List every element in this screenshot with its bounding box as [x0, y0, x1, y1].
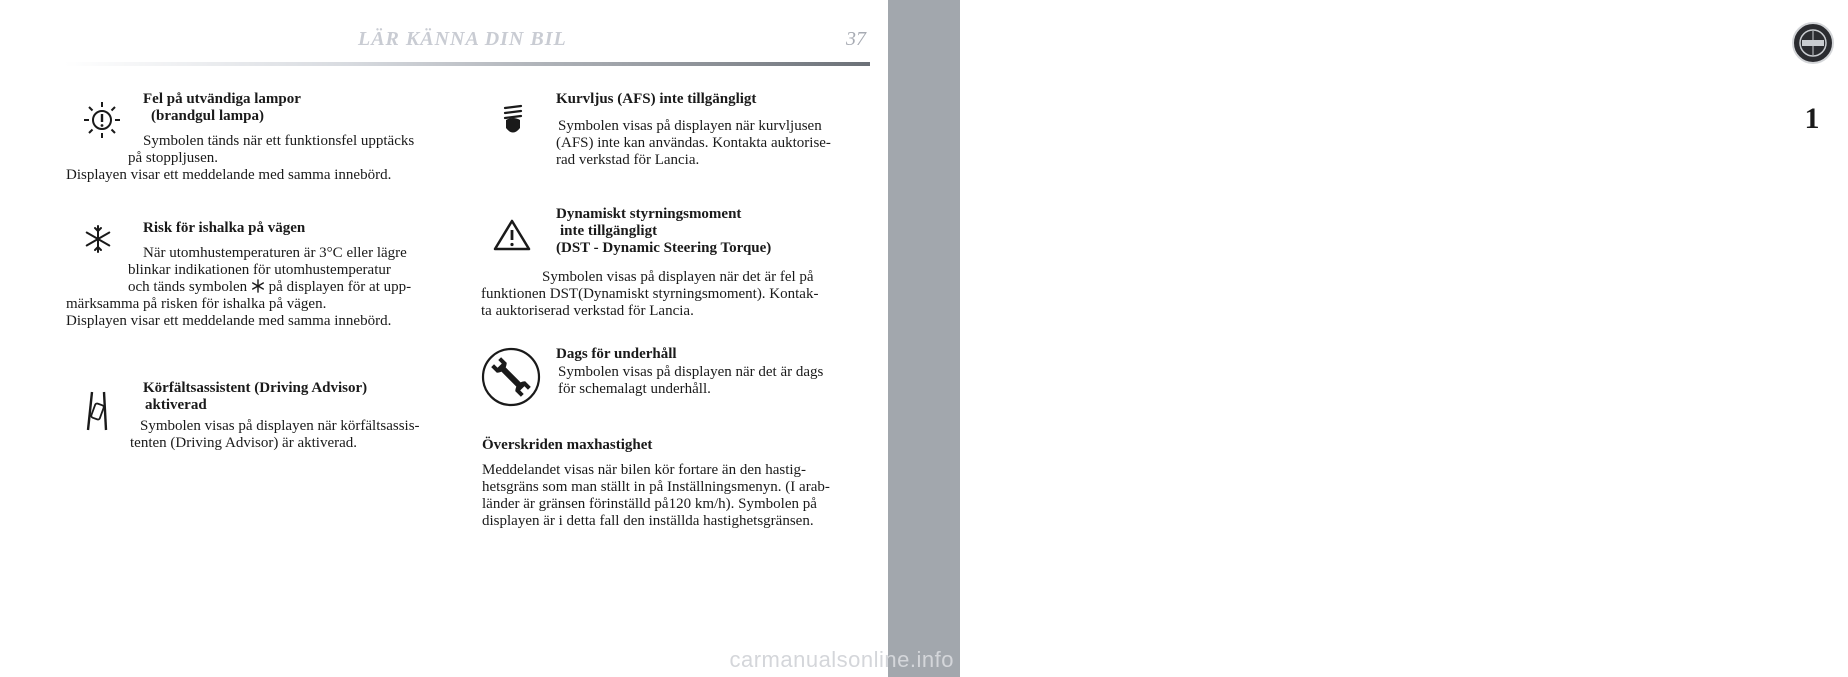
lane-heading-1: Körfältsassistent (Driving Advisor) [143, 380, 368, 396]
lane-text-1: Symbolen visas på displayen när körfältsassis- [140, 418, 420, 434]
lane-text-2: tenten (Driving Advisor) är aktiverad. [130, 435, 358, 451]
inline-snowflake-icon [251, 279, 265, 293]
ice-text-1: När utomhustemperaturen är 3°C eller lägre [143, 245, 407, 261]
ice-text-3b: på displayen för at upp- [268, 279, 412, 295]
lane-assist-icon [86, 390, 108, 432]
afs-text-2: (AFS) inte kan användas. Kontakta auktorise- [556, 135, 831, 151]
page-header [0, 0, 960, 70]
lane-heading-2: aktiverad [145, 397, 207, 413]
ice-text-4: märksamma på risken för ishalka på vägen. [66, 296, 327, 312]
chapter-number: 1 [1804, 102, 1820, 135]
lamp-text-3: Displayen visar ett meddelande med samma innebörd. [66, 167, 392, 183]
speed-text-4: displayen är i detta fall den inställda hastighetsgränsen. [482, 513, 814, 529]
afs-heading: Kurvljus (AFS) inte tillgängligt [556, 91, 757, 107]
speed-text-3: länder är gränsen förinställd på120 km/h). Symbolen på [482, 496, 817, 512]
exterior-lamp-fault-icon [82, 100, 122, 140]
ice-text-5: Displayen visar ett meddelande med samma innebörd. [66, 313, 392, 329]
speed-heading: Överskriden maxhastighet [482, 437, 653, 453]
dst-heading-1: Dynamiskt styrningsmoment [556, 206, 742, 222]
lamp-heading-1: Fel på utvändiga lampor [143, 91, 301, 107]
snowflake-icon [83, 224, 113, 254]
ice-heading: Risk för ishalka på vägen [143, 220, 306, 236]
dst-text-2: funktionen DST(Dynamiskt styrningsmoment). Kontak- [481, 286, 819, 302]
chapter-side-tab [888, 0, 1820, 677]
wrench-icon [480, 346, 542, 408]
watermark: carmanualsonline.info [729, 647, 954, 672]
service-text-2: för schemalagt underhåll. [558, 381, 711, 397]
lamp-text-1: Symbolen tänds när ett funktionsfel upptäcks [143, 133, 415, 149]
afs-headlight-icon [502, 104, 524, 138]
afs-text-3: rad verkstad för Lancia. [556, 152, 700, 168]
dst-heading-3: (DST - Dynamic Steering Torque) [556, 240, 772, 256]
dst-text-3: ta auktoriserad verkstad för Lancia. [481, 303, 694, 319]
dst-heading-2: inte tillgängligt [560, 223, 658, 239]
header-title: LÄR KÄNNA DIN BIL [358, 28, 567, 50]
chapter-box [1776, 96, 1848, 146]
service-text-1: Symbolen visas på displayen när det är dags [558, 364, 824, 380]
lamp-text-2: på stoppljusen. [128, 150, 218, 166]
header-rule [64, 62, 870, 66]
afs-text-1: Symbolen visas på displayen när kurvljusen [558, 118, 822, 134]
ice-text-3 [128, 279, 411, 296]
page-number: 37 [846, 28, 866, 50]
speed-text-1: Meddelandet visas när bilen kör fortare än den hastig- [482, 462, 807, 478]
ice-text-2: blinkar indikationen för utomhustemperatur [128, 262, 391, 278]
dst-text-1: Symbolen visas på displayen när det är fel på [542, 269, 814, 285]
service-heading: Dags för underhåll [556, 346, 677, 362]
ice-text-3a: och tänds symbolen [128, 279, 248, 295]
lamp-heading-2: (brandgul lampa) [151, 108, 264, 124]
speed-text-2: hetsgräns som man ställt in på Inställningsmenyn. (I arab- [482, 479, 830, 495]
lancia-logo [1792, 22, 1834, 64]
warning-triangle-icon [492, 218, 532, 252]
